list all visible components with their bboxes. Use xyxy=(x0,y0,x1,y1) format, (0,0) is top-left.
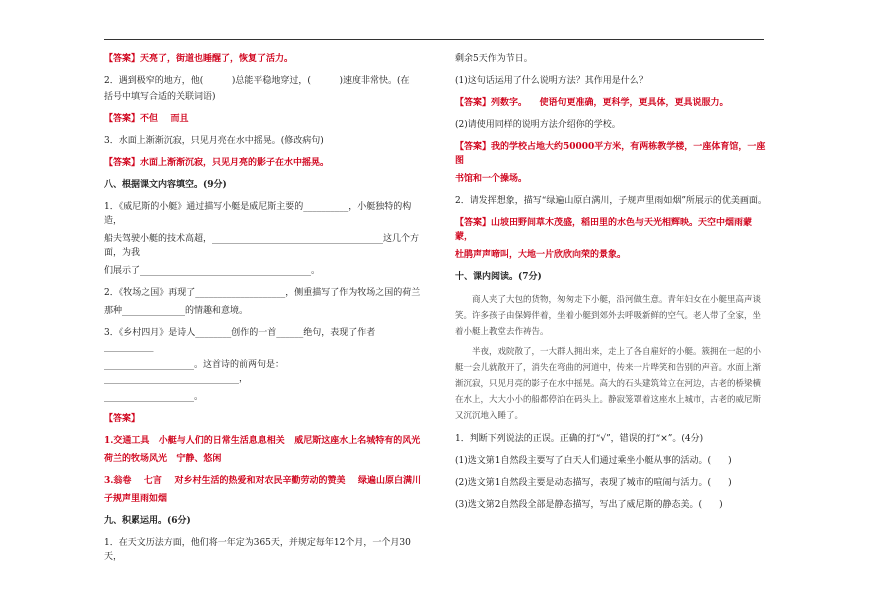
fill-blank-text: ____________________。 xyxy=(104,392,204,402)
fill-blank-text: 2．《牧场之国》再现了____________________，侧重描写了作为牧场之国的荷兰 xyxy=(104,288,421,298)
question-text: 2．请发挥想象，描写“绿遍山原白满川，子规声里雨如烟”所展示的优美画面。 xyxy=(455,196,767,206)
section-heading-9: 九、积累运用。(6分) xyxy=(104,516,191,526)
answer-line: 3.翁卷 七言 对乡村生活的热爱和对农民辛勤劳动的赞美 绿遍山原白满川 xyxy=(104,476,421,486)
right-column xyxy=(455,52,767,520)
question-text: 1．在天文历法方面，他们将一年定为365天，并规定每年12个月，一个月30天， xyxy=(104,538,411,562)
answer-line: 荷兰的牧场风光 宁静、悠闲 xyxy=(104,454,222,464)
question-text: 3．水面上渐渐沉寂，只见月亮在水中摇晃。(修改病句) xyxy=(104,136,324,146)
answer-line: 书馆和一个操场。 xyxy=(455,174,528,184)
judgement-item: (2)选文第1自然段主要是动态描写，表现了城市的喧闹与活力。( ) xyxy=(455,478,732,488)
fill-blank-text: 们展示了______________________________________。 xyxy=(104,266,321,276)
left-column xyxy=(104,52,422,572)
fill-blank-text: 船夫驾驶小艇的技术高超，______________________________________这几个方面，为我 xyxy=(104,234,420,258)
answer-line: 【答案】我的学校占地大约50000平方米，有两栋教学楼，一座体育馆，一座图 xyxy=(455,142,766,166)
section-heading-8: 八、根据课文内容填空。(9分) xyxy=(104,180,227,190)
answer-line: 【答案】不但 而且 xyxy=(104,114,189,124)
question-text: 2．遇到极窄的地方，他( )总能平稳地穿过，( )速度非常快。(在 xyxy=(104,76,410,86)
answer-heading: 【答案】 xyxy=(104,414,141,424)
question-text: 1．判断下列说法的正误。正确的打“√”，错误的打“×”。(4分) xyxy=(455,434,704,444)
answer-line: 【答案】列数字。 使语句更准确，更科学，更具体，更具说服力。 xyxy=(455,98,729,108)
fill-blank-text: 那种______________的情趣和意境。 xyxy=(104,306,249,316)
judgement-item: (3)选文第2自然段全部是静态描写，写出了威尼斯的静态美。( ) xyxy=(455,500,723,510)
fill-blank-text: 1．《威尼斯的小艇》通过描写小艇是威尼斯主要的__________，小艇独特的构造， xyxy=(104,202,412,226)
answer-line: 【答案】山坡田野间草木茂盛，稻田里的水色与天光相辉映。天空中烟雨蒙蒙， xyxy=(455,218,753,242)
answer-line: 子规声里雨如烟 xyxy=(104,494,168,504)
answer-line: 【答案】水面上渐渐沉寂，只见月亮的影子在水中摇晃。 xyxy=(104,158,330,168)
question-text: (1)这句话运用了什么说明方法？其作用是什么？ xyxy=(455,76,648,86)
answer-line: 1.交通工具 小艇与人们的日常生活息息相关 威尼斯这座水上名城特有的风光 xyxy=(104,436,421,446)
judgement-item: (1)选文第1自然段主要写了白天人们通过乘坐小艇从事的活动。( ) xyxy=(455,456,732,466)
header-rule xyxy=(104,39,764,40)
question-text: 剩余5天作为节日。 xyxy=(455,54,533,64)
answer-line: 【答案】天亮了，街道也睡醒了，恢复了活力。 xyxy=(104,54,294,64)
section-heading-10: 十、课内阅读。(7分) xyxy=(455,272,542,282)
fill-blank-text: ____________________。这首诗的前两句是：______________________________， xyxy=(104,360,285,384)
fill-blank-text: 3．《乡村四月》是诗人________创作的一首______绝句，表现了作者___________ xyxy=(104,328,376,352)
reading-paragraph: 商人夹了大包的货物，匆匆走下小艇，沿河做生意。青年妇女在小艇里高声谈笑。许多孩子由保姆伴着，坐着小艇到郊外去呼吸新鲜的空气。老人带了全家，坐着小艇上教堂去作祷告。 xyxy=(455,295,762,337)
reading-paragraph: 半夜，戏院散了，一大群人拥出来，走上了各自雇好的小艇。簇拥在一起的小艇一会儿就散开了，消失在弯曲的河道中，传来一片哗笑和告别的声音。水面上渐渐沉寂，只见月亮的影子在水中摇晃。高大的石头建筑耸立在河边，古老的桥梁横在水上，大大小小的船都停泊在码头上。静寂笼罩着这座水上城市，古老的威尼斯又沉沉地入睡了。 xyxy=(455,347,762,421)
question-text: (2)请使用同样的说明方法介绍你的学校。 xyxy=(455,120,621,130)
answer-line: 杜鹃声声啼叫，大地一片欣欣向荣的景象。 xyxy=(455,250,627,260)
question-text: 括号中填写合适的关联词语) xyxy=(104,92,216,102)
